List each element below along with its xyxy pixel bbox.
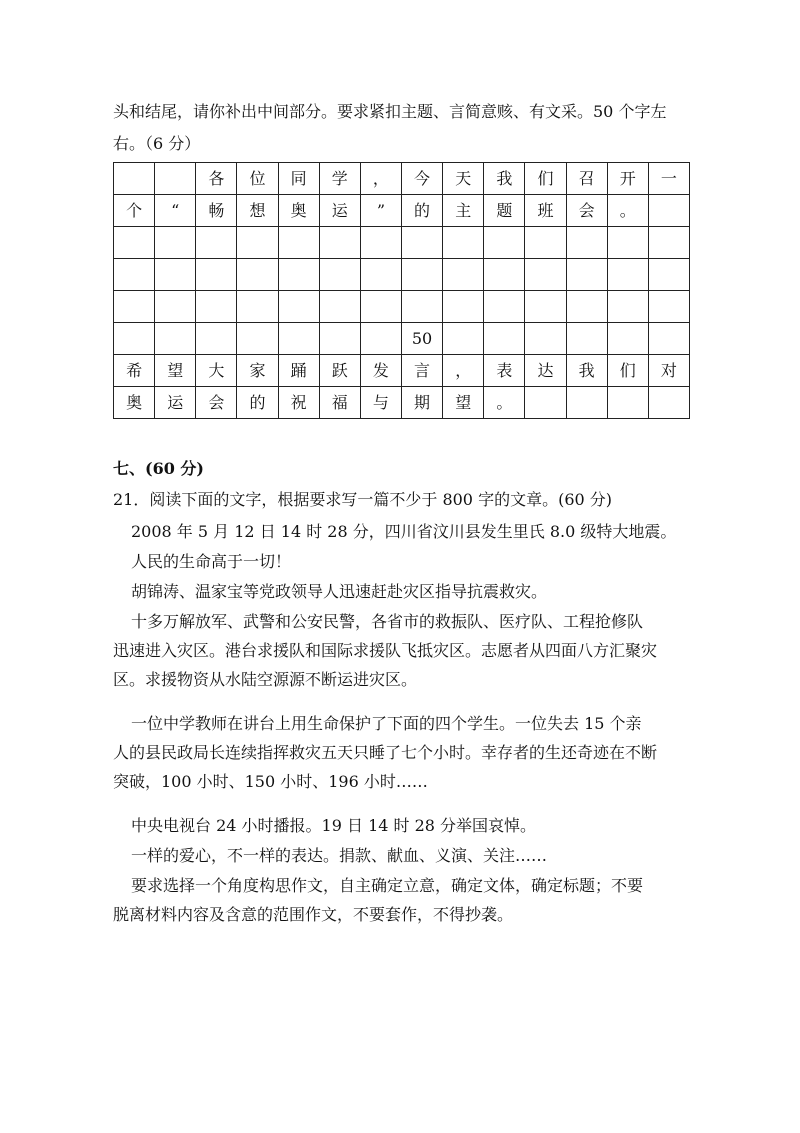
grid-cell [648, 291, 689, 323]
paragraph-leaders [113, 577, 693, 606]
grid-cell [237, 291, 278, 323]
grid-cell [566, 227, 607, 259]
grid-cell [278, 227, 319, 259]
intro-line-1: 头和结尾，请你补出中间部分。要求紧扣主题、言简意赅、有文采。50 个字左 [113, 102, 667, 121]
grid-cell: 表 [484, 355, 525, 387]
grid-cell [566, 323, 607, 355]
grid-cell: 50 [401, 323, 442, 355]
grid-cell: 运 [319, 195, 360, 227]
grid-cell: 今 [401, 163, 442, 195]
grid-cell [401, 227, 442, 259]
grid-cell [278, 291, 319, 323]
grid-cell: 位 [237, 163, 278, 195]
grid-cell [278, 323, 319, 355]
grid-cell: 开 [607, 163, 648, 195]
grid-cell [525, 387, 566, 419]
grid-cell: 福 [319, 387, 360, 419]
grid-cell [237, 323, 278, 355]
grid-cell [525, 259, 566, 291]
paragraph-life [113, 547, 693, 576]
grid-cell: 们 [607, 355, 648, 387]
paragraph-earthquake [113, 517, 693, 546]
grid-cell: 大 [196, 355, 237, 387]
grid-cell [607, 323, 648, 355]
grid-cell [360, 259, 401, 291]
writing-grid [113, 162, 690, 419]
grid-cell: 言 [401, 355, 442, 387]
grid-cell: 跃 [319, 355, 360, 387]
grid-cell [484, 227, 525, 259]
grid-cell [648, 259, 689, 291]
grid-cell [566, 291, 607, 323]
paragraph-line: 脱离材料内容及含意的范围作文，不要套作，不得抄袭。 [113, 905, 514, 924]
grid-cell [443, 323, 484, 355]
grid-cell [525, 323, 566, 355]
paragraph-rescue [113, 607, 693, 694]
grid-row [114, 355, 690, 387]
grid-cell [401, 291, 442, 323]
grid-cell [484, 291, 525, 323]
grid-cell: 运 [155, 387, 196, 419]
grid-cell [319, 291, 360, 323]
grid-cell: 望 [155, 355, 196, 387]
grid-cell [525, 227, 566, 259]
grid-row [114, 195, 690, 227]
grid-cell [525, 291, 566, 323]
section-heading: 七、(60 分) [113, 459, 204, 478]
grid-cell [360, 323, 401, 355]
paragraph-line: 胡锦涛、温家宝等党政领导人迅速赶赴灾区指导抗震救灾。 [131, 582, 548, 601]
grid-cell [607, 291, 648, 323]
paragraph-line: 区。求援物资从水陆空源源不断运进灾区。 [113, 670, 418, 689]
grid-cell: 踊 [278, 355, 319, 387]
grid-cell [278, 259, 319, 291]
grid-cell: ” [360, 195, 401, 227]
grid-cell [114, 227, 155, 259]
grid-row [114, 163, 690, 195]
grid-cell: 期 [401, 387, 442, 419]
grid-cell [648, 387, 689, 419]
grid-cell [114, 163, 155, 195]
grid-cell [566, 387, 607, 419]
paragraph-love [113, 841, 693, 870]
grid-cell: 主 [443, 195, 484, 227]
grid-cell [155, 163, 196, 195]
grid-cell: 班 [525, 195, 566, 227]
grid-cell [360, 227, 401, 259]
grid-cell: 奥 [114, 387, 155, 419]
grid-cell [648, 323, 689, 355]
grid-cell [443, 227, 484, 259]
grid-row [114, 323, 690, 355]
grid-cell: 达 [525, 355, 566, 387]
grid-cell [607, 387, 648, 419]
grid-cell: 。 [607, 195, 648, 227]
paragraph-line: 一位中学教师在讲台上用生命保护了下面的四个学生。一位失去 15 个亲 [131, 714, 642, 733]
paragraph-broadcast [113, 811, 693, 840]
grid-cell [196, 291, 237, 323]
grid-cell [114, 291, 155, 323]
grid-cell [155, 323, 196, 355]
grid-cell: 。 [484, 387, 525, 419]
grid-cell [443, 259, 484, 291]
grid-cell: 望 [443, 387, 484, 419]
grid-cell [360, 291, 401, 323]
grid-cell: ， [443, 355, 484, 387]
grid-cell: 一 [648, 163, 689, 195]
grid-cell: 我 [484, 163, 525, 195]
paragraph-line: 要求选择一个角度构思作文，自主确定立意，确定文体，确定标题；不要 [131, 876, 644, 895]
grid-cell: 天 [443, 163, 484, 195]
grid-cell [155, 227, 196, 259]
grid-cell: 发 [360, 355, 401, 387]
paragraph-line: 人民的生命高于一切！ [131, 552, 292, 571]
grid-cell: 题 [484, 195, 525, 227]
grid-cell: 家 [237, 355, 278, 387]
grid-cell: 同 [278, 163, 319, 195]
grid-row [114, 291, 690, 323]
grid-row [114, 259, 690, 291]
grid-cell [196, 227, 237, 259]
grid-cell [155, 259, 196, 291]
grid-cell [196, 323, 237, 355]
grid-cell: 想 [237, 195, 278, 227]
grid-cell [648, 227, 689, 259]
grid-cell: 奥 [278, 195, 319, 227]
grid-cell: 学 [319, 163, 360, 195]
grid-cell [566, 259, 607, 291]
paragraph-line: 2008 年 5 月 12 日 14 时 28 分，四川省汶川县发生里氏 8.0 级特大地震。 [131, 522, 677, 541]
grid-cell: 的 [401, 195, 442, 227]
grid-cell: 希 [114, 355, 155, 387]
grid-cell: ， [360, 163, 401, 195]
grid-cell [484, 323, 525, 355]
grid-cell: 我 [566, 355, 607, 387]
paragraph-line: 中央电视台 24 小时播报。19 日 14 时 28 分举国哀悼。 [131, 816, 537, 835]
grid-cell: 对 [648, 355, 689, 387]
grid-cell [237, 259, 278, 291]
grid-cell: 各 [196, 163, 237, 195]
grid-cell: 祝 [278, 387, 319, 419]
grid-cell [237, 227, 278, 259]
grid-cell [319, 227, 360, 259]
grid-cell [114, 259, 155, 291]
grid-cell [607, 259, 648, 291]
grid-cell [648, 195, 689, 227]
grid-cell: 召 [566, 163, 607, 195]
grid-cell [401, 259, 442, 291]
paragraph-line: 迅速进入灾区。港台求援队和国际求援队飞抵灾区。志愿者从四面八方汇聚灾 [113, 641, 658, 660]
grid-cell: 会 [196, 387, 237, 419]
paragraph-stories [113, 709, 693, 796]
grid-cell: 畅 [196, 195, 237, 227]
grid-cell [319, 259, 360, 291]
paragraph-requirements [113, 871, 693, 929]
paragraph-line: 十多万解放军、武警和公安民警，各省市的救振队、医疗队、工程抢修队 [131, 612, 644, 631]
grid-cell: 会 [566, 195, 607, 227]
grid-cell [484, 259, 525, 291]
grid-cell [607, 227, 648, 259]
grid-cell [319, 323, 360, 355]
grid-cell: 与 [360, 387, 401, 419]
grid-cell: 个 [114, 195, 155, 227]
paragraph-line: 突破，100 小时、150 小时、196 小时…… [113, 772, 428, 791]
paragraph-line: 人的县民政局长连续指挥救灾五天只睡了七个小时。幸存者的生还奇迹在不断 [113, 743, 658, 762]
intro-line-2: 右。（6 分） [113, 134, 201, 153]
grid-row [114, 227, 690, 259]
grid-cell: 们 [525, 163, 566, 195]
grid-cell: 的 [237, 387, 278, 419]
grid-row [114, 387, 690, 419]
paragraph-line: 一样的爱心，不一样的表达。捐款、献血、义演、关注…… [131, 846, 548, 865]
grid-cell [114, 323, 155, 355]
question-21: 21．阅读下面的文字，根据要求写一篇不少于 800 字的文章。(60 分) [113, 490, 613, 509]
grid-cell: “ [155, 195, 196, 227]
grid-cell [155, 291, 196, 323]
grid-cell [443, 291, 484, 323]
grid-cell [196, 259, 237, 291]
